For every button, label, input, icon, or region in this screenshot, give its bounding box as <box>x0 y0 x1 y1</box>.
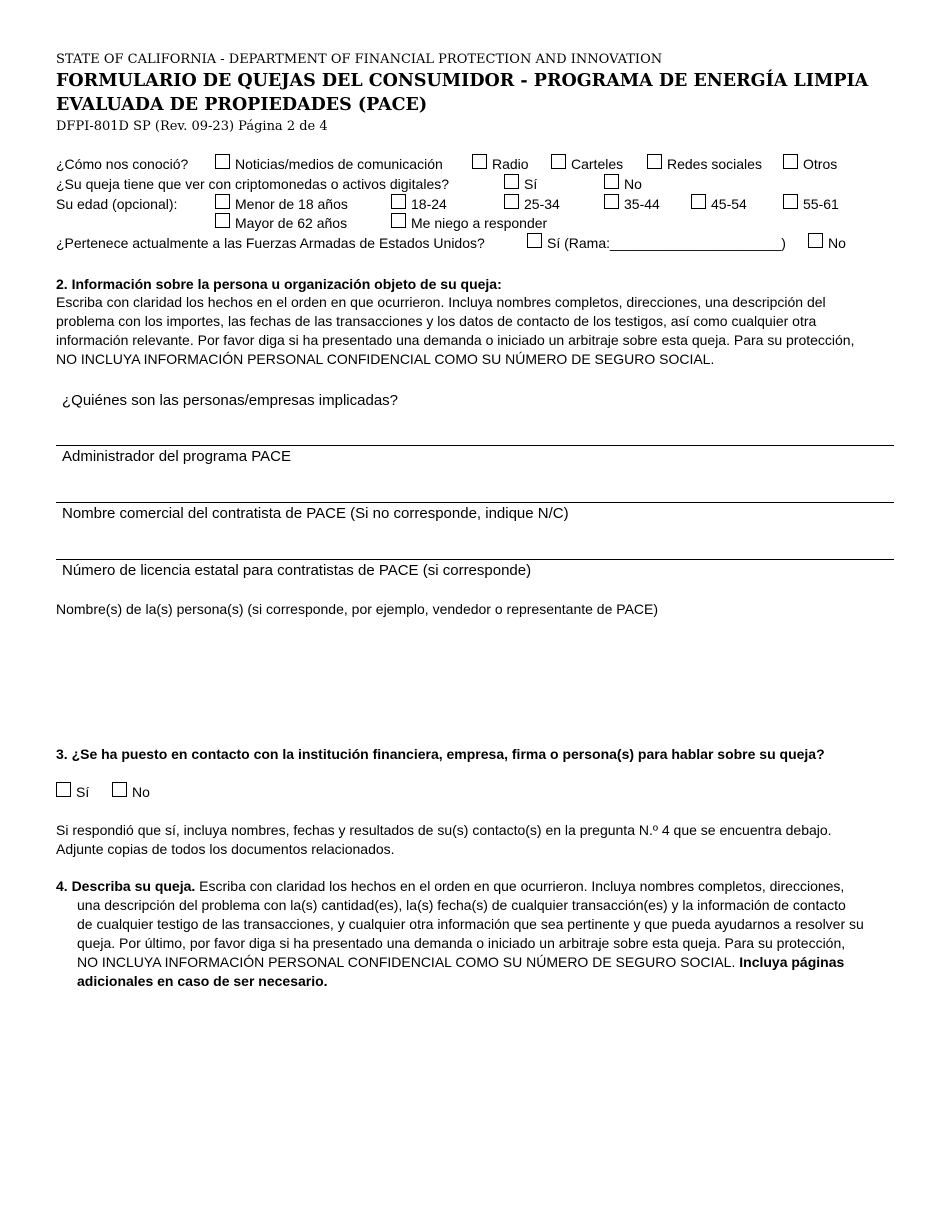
checkbox[interactable] <box>391 213 406 228</box>
section-2-heading: 2. Información sobre la persona u organización objeto de su queja: <box>56 276 502 292</box>
age-35-44-option[interactable]: 35-44 <box>604 194 660 212</box>
age-decline-option[interactable]: Me niego a responder <box>391 213 547 231</box>
checkbox[interactable] <box>391 194 406 209</box>
pace-administrator-label: Administrador del programa PACE <box>62 448 291 465</box>
checkbox[interactable] <box>504 174 519 189</box>
checkbox[interactable] <box>215 213 230 228</box>
checkbox[interactable] <box>783 154 798 169</box>
section-4-first-line: 4. Describa su queja. Escriba con claridad los hechos en el orden en que ocurrieron. Incluya nombres completos, direcciones, <box>56 878 845 894</box>
section-4-heading: 4. Describa su queja. <box>56 878 196 894</box>
form-number: DFPI-801D SP (Rev. 09-23) Página 2 de 4 <box>56 119 328 134</box>
checkbox[interactable] <box>604 194 619 209</box>
agency-name: STATE OF CALIFORNIA - DEPARTMENT OF FINANCIAL PROTECTION AND INNOVATION <box>56 52 663 67</box>
age-label: Su edad (opcional): <box>56 196 178 212</box>
crypto-label: ¿Su queja tiene que ver con criptomonedas o activos digitales? <box>56 176 450 192</box>
checkbox[interactable] <box>215 194 230 209</box>
form-title-line-2: EVALUADA DE PROPIEDADES (PACE) <box>56 95 428 115</box>
age-55-61-option[interactable]: 55-61 <box>783 194 839 212</box>
pace-administrator-line[interactable] <box>56 502 894 503</box>
checkbox[interactable] <box>472 154 487 169</box>
crypto-yes-option[interactable]: Sí <box>504 174 537 192</box>
involved-parties-line[interactable] <box>56 445 894 446</box>
how-heard-news-option[interactable]: Noticias/medios de comunicación <box>215 154 443 172</box>
age-25-34-option[interactable]: 25-34 <box>504 194 560 212</box>
military-label: ¿Pertenece actualmente a las Fuerzas Armadas de Estados Unidos? <box>56 235 485 251</box>
how-heard-radio-option[interactable]: Radio <box>472 154 529 172</box>
contractor-license-label: Número de licencia estatal para contratistas de PACE (si corresponde) <box>62 562 532 579</box>
contractor-name-label: Nombre comercial del contratista de PACE (Si no corresponde, indique N/C) <box>62 505 569 522</box>
contractor-name-line[interactable] <box>56 559 894 560</box>
checkbox[interactable] <box>215 154 230 169</box>
involved-parties-label: ¿Quiénes son las personas/empresas implicadas? <box>62 392 398 409</box>
checkbox[interactable] <box>112 782 127 797</box>
checkbox[interactable] <box>808 233 823 248</box>
how-heard-social-option[interactable]: Redes sociales <box>647 154 762 172</box>
section-4-instructions: una descripción del problema con la(s) cantidad(es), la(s) fecha(s) de cualquier transacción(es) y la información de contacto de cualquier testigo de las transacciones, y cualquier otra información que sea pertinente y que pueda ayudarnos a resolver su queja. Por último, por favor diga si ha presentado una demanda o iniciado un arbitraje sobre esta queja. Para su protección, NO INCLUYA INFORMACIÓN PERSONAL CONFIDENCIAL COMO SU NÚMERO DE SEGURO SOCIAL. Incluya páginas adicionales en caso de ser necesario. <box>77 897 864 989</box>
section-2-instructions: Escriba con claridad los hechos en el orden en que ocurrieron. Incluya nombres completos, direcciones, una descripción del problema con los importes, las fechas de las transacciones y los datos de contacto de los testigos, así como cualquier otra información relevante. Por favor diga si ha presentado una demanda o iniciado un arbitraje sobre esta queja. Para su protección, NO INCLUYA INFORMACIÓN PERSONAL CONFIDENCIAL COMO SU NÚMERO DE SEGURO SOCIAL. <box>56 294 855 367</box>
military-yes-option[interactable]: Sí (Rama:______________________) <box>527 233 786 251</box>
persons-names-label: Nombre(s) de la(s) persona(s) (si corresponde, por ejemplo, vendedor o representante de PACE) <box>56 601 659 617</box>
age-18-24-option[interactable]: 18-24 <box>391 194 447 212</box>
contacted-yes-option[interactable]: Sí <box>56 782 89 800</box>
how-heard-billboards-option[interactable]: Carteles <box>551 154 623 172</box>
age-under-18-option[interactable]: Menor de 18 años <box>215 194 348 212</box>
how-heard-other-option[interactable]: Otros <box>783 154 837 172</box>
how-heard-label: ¿Cómo nos conoció? <box>56 156 189 172</box>
checkbox[interactable] <box>604 174 619 189</box>
form-title-line-1: FORMULARIO DE QUEJAS DEL CONSUMIDOR - PROGRAMA DE ENERGÍA LIMPIA <box>56 71 869 91</box>
contacted-no-option[interactable]: No <box>112 782 150 800</box>
checkbox[interactable] <box>783 194 798 209</box>
age-45-54-option[interactable]: 45-54 <box>691 194 747 212</box>
crypto-no-option[interactable]: No <box>604 174 642 192</box>
checkbox[interactable] <box>691 194 706 209</box>
checkbox[interactable] <box>647 154 662 169</box>
checkbox[interactable] <box>551 154 566 169</box>
age-62-plus-option[interactable]: Mayor de 62 años <box>215 213 347 231</box>
military-no-option[interactable]: No <box>808 233 846 251</box>
checkbox[interactable] <box>56 782 71 797</box>
checkbox[interactable] <box>504 194 519 209</box>
section-3-note: Si respondió que sí, incluya nombres, fechas y resultados de su(s) contacto(s) en la pregunta N.º 4 que se encuentra debajo. Adjunte copias de todos los documentos relacionados. <box>56 822 832 857</box>
checkbox[interactable] <box>527 233 542 248</box>
section-3-heading: 3. ¿Se ha puesto en contacto con la institución financiera, empresa, firma o persona(s) para hablar sobre su queja? <box>56 746 825 762</box>
